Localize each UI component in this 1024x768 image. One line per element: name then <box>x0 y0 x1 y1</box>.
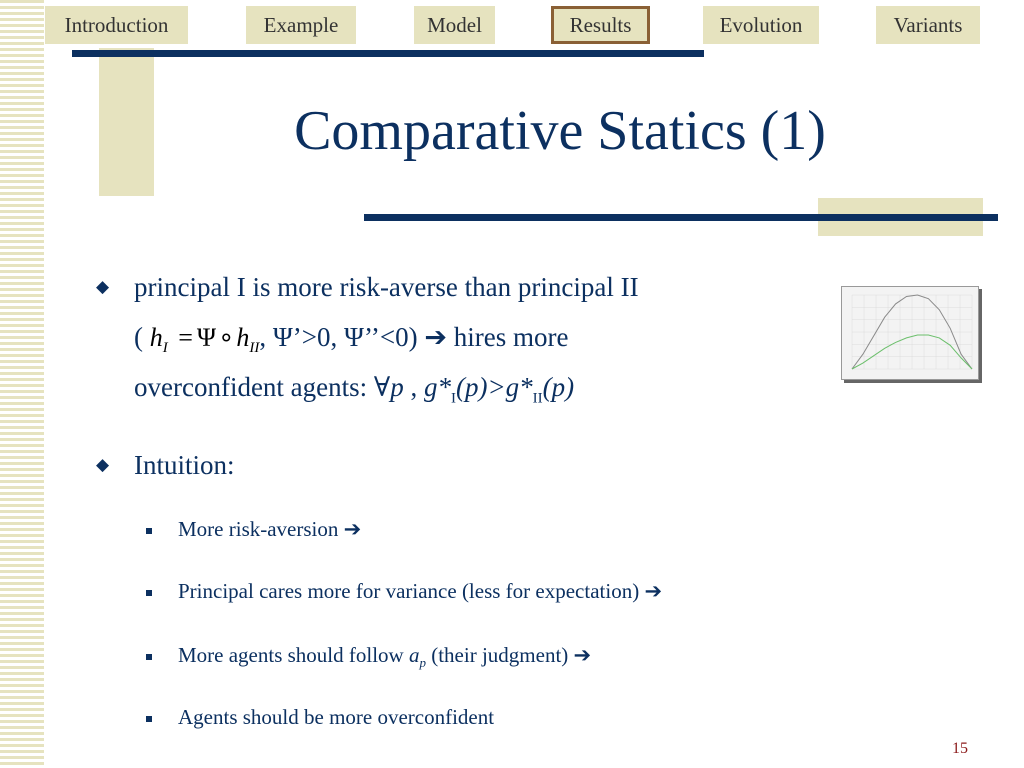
tab-introduction[interactable]: Introduction <box>45 6 188 44</box>
square-bullet-icon <box>146 528 152 534</box>
square-bullet-icon <box>146 654 152 660</box>
arrow-icon: ➔ <box>424 322 448 352</box>
bullet1-line1: principal I is more risk-averse than principal II <box>134 272 639 302</box>
bullet2-label: Intuition: <box>134 450 235 480</box>
decorative-line-top <box>72 50 704 57</box>
decorative-line-title <box>364 214 998 221</box>
diamond-bullet-icon: ◆ <box>96 277 110 296</box>
bullet1-line3: overconfident agents: ∀p , $g*_I(p)>g*_{II}(p)$ <box>134 372 575 407</box>
tab-variants[interactable]: Variants <box>876 6 980 44</box>
formula-h-relation: $h_I$ = $\Psi\circ h_{II}$ <box>149 323 260 357</box>
chart-thumbnail <box>841 286 979 380</box>
square-bullet-icon <box>146 590 152 596</box>
slide-title: Comparative Statics (1) <box>294 100 826 162</box>
bullet1-line2: ( $h_I$ = $\Psi\circ h_{II}$, Ψ’>0, Ψ’’<0) ➔ hires more <box>134 322 569 357</box>
arrow-icon: ➔ <box>343 517 362 541</box>
arrow-icon: ➔ <box>644 579 663 603</box>
tab-evolution[interactable]: Evolution <box>703 6 819 44</box>
page-number: 15 <box>952 740 968 757</box>
tab-example[interactable]: Example <box>246 6 356 44</box>
arrow-icon: ➔ <box>573 643 592 667</box>
square-bullet-icon <box>146 716 152 722</box>
tab-results[interactable]: Results <box>551 6 650 44</box>
tab-model[interactable]: Model <box>414 6 495 44</box>
chart-svg <box>842 287 978 379</box>
diamond-bullet-icon: ◆ <box>96 455 110 474</box>
